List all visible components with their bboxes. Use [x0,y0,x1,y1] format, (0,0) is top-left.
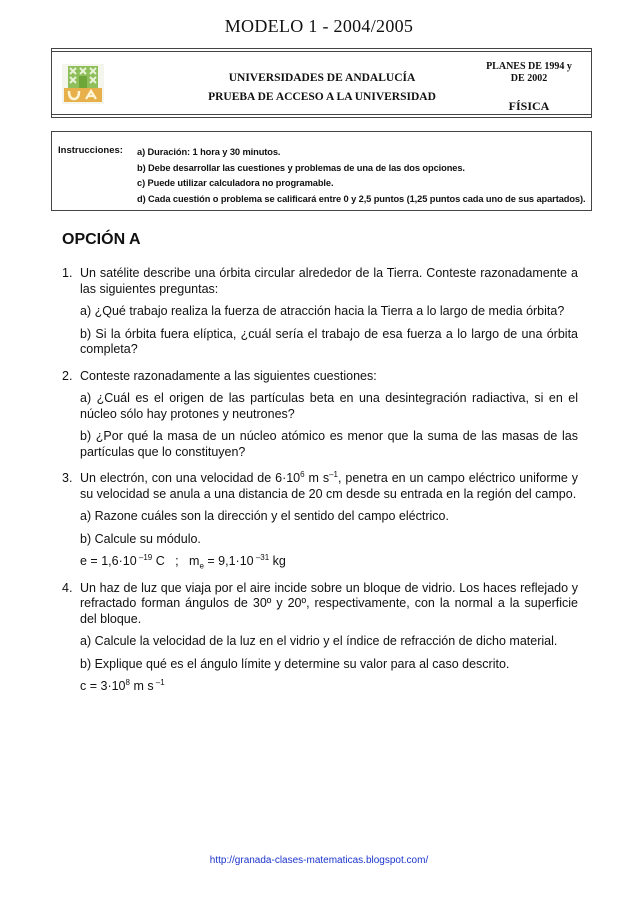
exam-name: PRUEBA DE ACCESO A LA UNIVERSIDAD [208,91,436,103]
text-segment: e = 1,6·10 [80,554,137,568]
ua-logo-icon [62,64,104,104]
question-data [80,554,578,570]
instruction-item: b) Debe desarrollar las cuestiones y problemas de una de las dos opciones. [137,162,465,173]
question-part-a: a) Calcule la velocidad de la luz en el vidrio y el índice de refracción de dicho material. [80,634,558,648]
question-list [62,266,578,706]
text-segment: m s [129,679,154,693]
document-title: MODELO 1 - 2004/2005 [224,16,414,36]
plans-label [473,61,585,85]
question-number: 3. [62,471,73,485]
question-part-b: b) Explique qué es el ángulo límite y determine su valor para al caso descrito. [80,656,510,671]
subscript: e [199,561,204,571]
question-1 [62,266,578,358]
plans-line-1: PLANES DE 1994 y [486,61,572,72]
question-text: Conteste razonadamente a las siguientes cuestiones: [80,368,377,383]
university-name: UNIVERSIDADES DE ANDALUCÍA [228,72,416,84]
text-segment: Un electrón, con una velocidad de 6·10 [80,471,301,485]
header-bottom-rule [52,114,591,115]
question-part-a: a) ¿Cuál es el origen de las partículas beta en una desintegración radiactiva, si en el núcleo sólo hay protones y neutrones? [80,391,578,421]
question-text: Un satélite describe una órbita circular alrededor de la Tierra. Conteste razonadamente a las siguientes preguntas: [80,266,578,296]
text-segment: kg [269,554,286,568]
text-segment: c = 3·10 [80,679,126,693]
exam-header [51,48,592,118]
exponent: –1 [329,469,338,479]
question-text [80,471,578,502]
exponent: 6 [300,469,305,479]
question-3 [62,471,578,570]
question-number: 4. [62,580,73,595]
question-data [80,679,578,695]
footer-link[interactable]: http://granada-clases-matematicas.blogspot.com/ [209,855,429,866]
instructions-box [51,131,592,211]
exponent: –1 [153,677,165,687]
instruction-item: c) Puede utilizar calculadora no programable. [137,178,334,188]
instructions-list [137,145,585,207]
instructions-label: Instrucciones: [58,145,123,156]
text-segment: C ; m [152,554,200,568]
exponent: –31 [253,552,270,562]
question-text: Un haz de luz que viaja por el aire incide sobre un bloque de vidrio. Los haces reflejado y refractado forman ángulos de 30º y 20º, respectivamente, con la normal a la superficie del bloque. [80,580,578,626]
question-part-b: b) Si la órbita fuera elíptica, ¿cuál sería el trabajo de esa fuerza a lo largo de una órbita completa? [80,326,578,356]
plans-line-2: DE 2002 [510,73,548,84]
text-segment: , penetra en un campo eléctrico uniforme y su velocidad se anula a una distancia de 20 cm desde su entrada en la región del campo. [80,471,579,501]
exponent: –19 [136,552,153,562]
header-top-rule [52,51,591,52]
question-2 [62,369,578,461]
question-number: 1. [62,266,73,280]
question-part-a: a) Razone cuáles son la dirección y el sentido del campo eléctrico. [80,509,449,523]
subject-label: FÍSICA [508,99,550,113]
instruction-item: a) Duración: 1 hora y 30 minutos. [137,147,281,157]
text-segment: m s [304,471,330,485]
question-number: 2. [62,368,73,383]
exponent: 8 [125,677,130,687]
instruction-item: d) Cada cuestión o problema se calificará entre 0 y 2,5 puntos (1,25 puntos cada uno de sus apartados). [137,193,586,204]
question-part-b: b) Calcule su módulo. [80,531,201,546]
option-title: OPCIÓN A [62,231,141,248]
text-segment: = 9,1·10 [203,554,254,568]
question-part-a: a) ¿Qué trabajo realiza la fuerza de atracción hacia la Tierra a lo largo de media órbita? [80,304,565,318]
question-part-b: b) ¿Por qué la masa de un núcleo atómico es menor que la suma de las masas de las partículas que lo constituyen? [80,429,578,459]
question-4 [62,581,578,695]
header-institution [182,69,462,107]
